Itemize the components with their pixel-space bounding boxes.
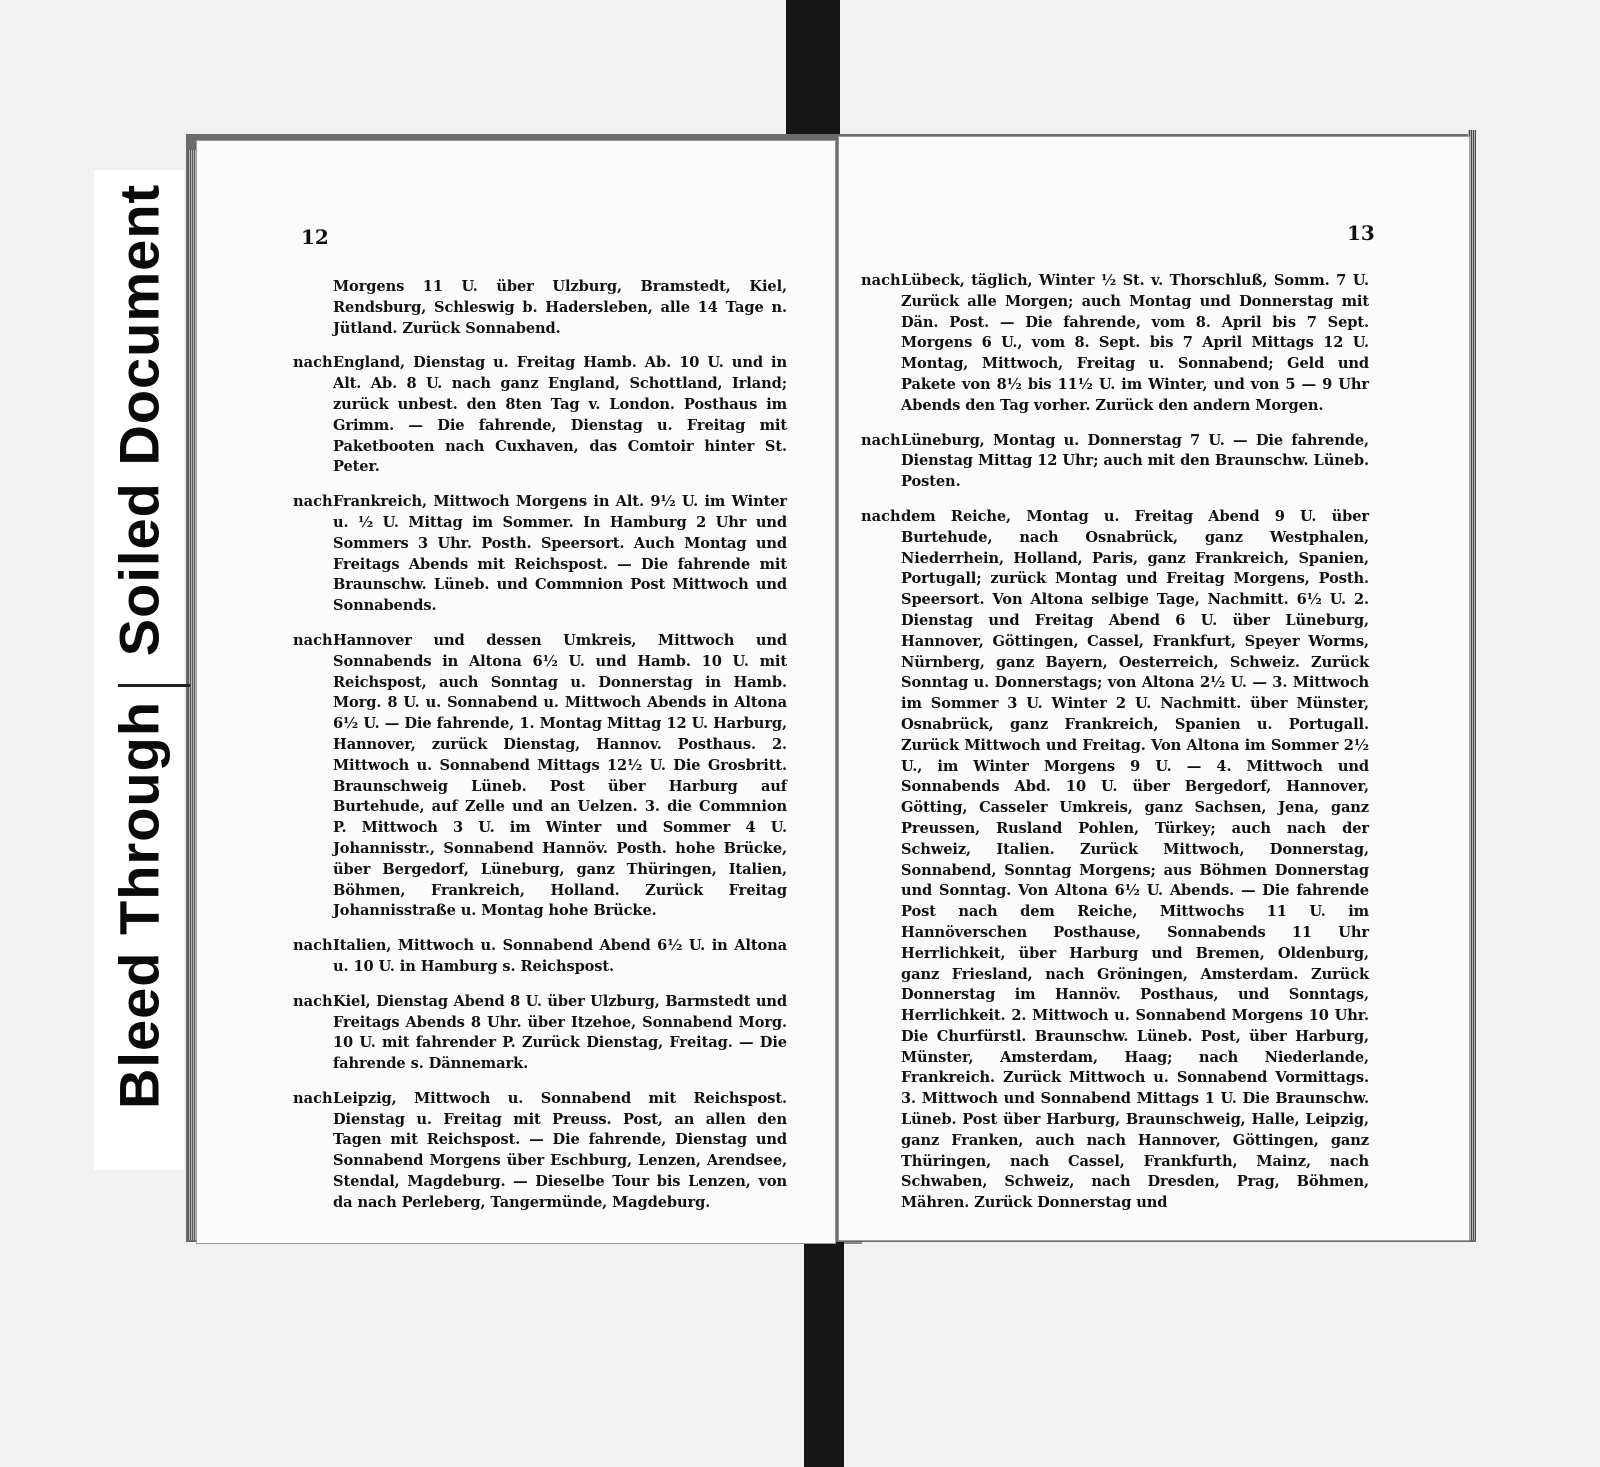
entry-lead: nach [293,354,333,372]
left-page [196,140,836,1244]
right-page [838,136,1470,1241]
entry-text: Italien, Mittwoch u. Sonnabend Abend 6½ U. in Altona u. 10 U. in Hamburg s. Reichspost. [333,937,787,975]
entry-text: Kiel, Dienstag Abend 8 U. über Ulzburg, Barmstedt und Freitags Abends 8 Uhr. über Itzehoe, Sonnabend Morg. 10 U. mit fahrender P. Zurück Dienstag, Freitag. — Die fahrende s. Dännemark. [333,992,787,1073]
stamp-label-soiled-document: Soiled Document [107,183,171,657]
entry-lead: nach [293,937,333,955]
entry-lead: nach [293,493,333,511]
entry-lead: nach [861,507,901,525]
stamp-label-bleed-through: Bleed Through [107,700,171,1110]
left-page-edge [188,150,196,1240]
entry-text: Lübeck, täglich, Winter ½ St. v. Thorschluß, Somm. 7 U. Zurück alle Morgen; auch Montag und Donnerstag mit Dän. Post. — Die fahrende, vom 8. April bis 7 Sept. Morgens 6 U., vom 8. Sept. bis 7 April Mittags 12 U. Montag, Mittwoch, Freitag u. Sonnabend; Geld und Pakete von 8½ bis 11½ U. im Winter, und von 5 — 9 Uhr Abends den Tag vorher. Zurück den andern Morgen. [901,272,1369,414]
entry-text: Morgens 11 U. über Ulzburg, Bramstedt, Kiel, Rendsburg, Schleswig b. Hadersleben, alle 14 Tage n. Jütland. Zurück Sonnabend. [333,278,787,337]
entry-lead: nach [861,431,901,449]
page-number-left: 12 [301,225,329,249]
left-page-entries [293,277,787,1228]
list-item [861,271,1369,417]
entry-text: England, Dienstag u. Freitag Hamb. Ab. 10 U. und in Alt. Ab. 8 U. nach ganz England, Schottland, Irland; zurück unbest. den 8ten Tag v. London. Posthaus im Grimm. — Die fahrende, Dienstag u. Freitag mit Paketbooten nach Cuxhaven, das Comtoir hinter St. Peter. [333,354,787,476]
entry-lead: nach [293,631,333,649]
entry-text: Hannover und dessen Umkreis, Mittwoch und Sonnabends in Altona 6½ U. und Hamb. 10 U. mit Reichspost, auch Sonntag u. Donnerstag in Hamb. Morg. 8 U. u. Sonnabend u. Mittwoch Abends in Altona 6½ U. — Die fahrende, 1. Montag Mittag 12 U. Harburg, Hannover, zurück Dienstag, Hannov. Posthaus. 2. Mittwoch u. Sonnabend Mittags 12½ U. Die Grosbritt. Braunschweig Lüneb. Post über Harburg auf Burtehude, auf Zelle und an Uelzen. 3. die Commnion P. Mittwoch 3 U. im Winter und Sommer 4 U. Johannisstr., Sonnabend Hannöv. Posth. hohe Brücke, über Bergedorf, Lüneburg, ganz Thüringen, Italien, Böhmen, Frankreich, Holland. Zurück Freitag Johannisstraße u. Montag hohe Brücke. [333,631,787,920]
list-item [293,631,787,922]
page-number-right: 13 [1347,221,1375,245]
list-item [293,277,787,339]
list-item [293,1089,787,1214]
binding-spine-top [786,0,840,142]
list-item [293,353,787,478]
list-item [293,992,787,1075]
right-page-entries [861,271,1369,1228]
entry-text: dem Reiche, Montag u. Freitag Abend 9 U. über Burtehude, nach Osnabrück, ganz Westphalen, Niederrhein, Holland, Paris, ganz Frankreich, Spanien, Portugall; zurück Montag und Freitag Morgens, Posth. Speersort. Von Altona selbige Tage, Nachmitt. 6½ U. 2. Dienstag und Freitag Abend 6 U. über Lüneburg, Hannover, Göttingen, Cassel, Frankfurt, Speyer Worms, Nürnberg, ganz Bayern, Oesterreich, Schweiz. Zurück Sonntag u. Donnerstags; von Altona 2½ U. — 3. Mittwoch im Sommer 3 U. Winter 2 U. Nachmitt. über Münster, Osnabrück, ganz Frankreich, Spanien u. Portugall. Zurück Mittwoch und Freitag. Von Altona im Sommer 2½ U., im Winter Morgens 9 U. — 4. Mittwoch und Sonnabends Abd. 10 U. über Bergedorf, Hannover, Götting, Casseler Umkreis, ganz Sachsen, Jena, ganz Preussen, Rusland Pohlen, Türkey; auch nach der Schweiz, Italien. Zurück Mittwoch, Donnerstag, Sonnabend, Sonntag Morgens; aus Böhmen Donnerstag und Sonntag. Von Altona 6½ U. Abends. — Die fahrende Post nach dem Reiche, Mittwochs 11 U. im Hannöverschen Posthause, Sonnabends 11 Uhr Herrlichkeit, über Harburg und Bremen, Oldenburg, ganz Friesland, nach Gröningen, Amsterdam. Zurück Donnerstag im Hannöv. Posthaus, und Sonntags, Herrlichkeit. 2. Mittwoch u. Sonnabend Morgens 10 Uhr. Die Churfürstl. Braunschw. Lüneb. Post, über Harburg, Münster, Amsterdam, Haag; nach Niederlande, Frankreich. Zurück Mittwoch u. Sonnabend Vormittags. 3. Mittwoch und Sonnabend Mittags 1 U. Die Braunschw. Lüneb. Post über Harburg, Braunschweig, Halle, Leipzig, ganz Franken, auch nach Hannover, Göttingen, ganz Thüringen, nach Cassel, Frankfurth, Mainz, nach Schwaben, Schweiz, nach Dresden, Prag, Böhmen, Mähren. Zurück Donnerstag und [901,507,1369,1212]
entry-lead: nach [861,272,901,289]
list-item [861,431,1369,493]
list-item [293,936,787,978]
entry-lead: nach [293,1089,333,1107]
entry-text: Leipzig, Mittwoch u. Sonnabend mit Reichspost. Dienstag u. Freitag mit Preuss. Post, an allen den Tagen mit Reichspost. — Die fahrende, Dienstag und Sonnabend Morgens über Eschburg, Lenzen, Arendsee, Stendal, Magdeburg. — Dieselbe Tour bis Lenzen, von da nach Perleberg, Tangermünde, Magdeburg. [333,1089,787,1211]
entry-lead: nach [293,992,333,1010]
list-item [293,492,787,617]
entry-text: Frankreich, Mittwoch Morgens in Alt. 9½ U. im Winter u. ½ U. Mittag im Sommer. In Hamburg 2 Uhr und Sommers 3 Uhr. Posth. Speersort. Auch Montag und Freitags Abends mit Reichspost. — Die fahrende mit Braunschw. Lüneb. und Commnion Post Mittwoch und Sonnabends. [333,493,787,615]
stamp-divider [118,684,190,687]
list-item [861,507,1369,1214]
entry-text: Lüneburg, Montag u. Donnerstag 7 U. — Die fahrende, Dienstag Mittag 12 Uhr; auch mit den Braunschw. Lüneb. Posten. [901,431,1369,491]
binding-spine-bottom [804,1235,844,1467]
